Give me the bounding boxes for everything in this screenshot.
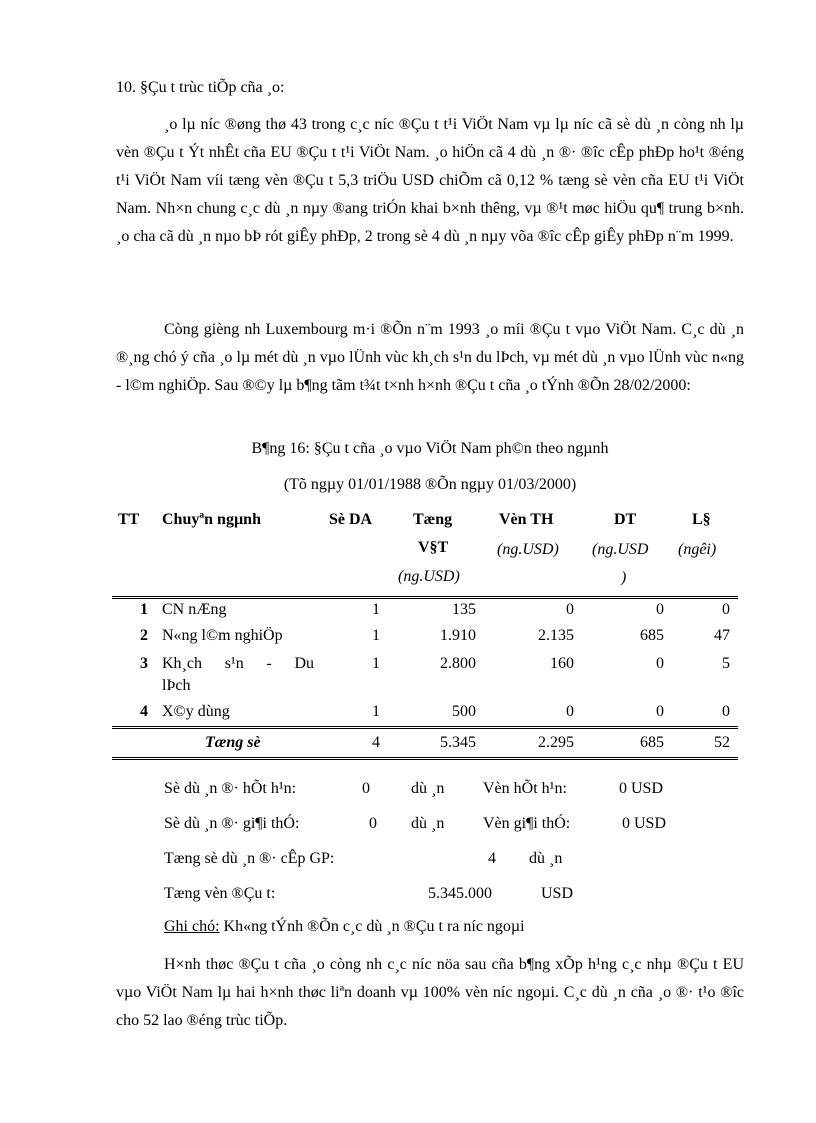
row-tt: 1 bbox=[140, 601, 148, 618]
summary-label-2: Vèn gi¶i thÓ: bbox=[483, 815, 571, 832]
table-caption: B¶ng 16: §Çu t cña ¸o vµo ViÖt Nam ph©n theo ngµnh bbox=[251, 440, 609, 457]
row-capital: 2.135 bbox=[538, 627, 574, 644]
closing-paragraph: H×nh thøc ®Çu t cña ¸o còng nh c¸c níc nöa sau cña b¶ng xÕp h¹ng c¸c nhµ ®Çu t EU vµo ViÖt Nam lµ hai h×nh thøc liªn doanh vµ 100% vèn níc ngoµi. C¸c dù ¸n cña ¸o ®· t¹o ®îc cho 52 lao ®éng trùc tiÕp. bbox=[116, 956, 744, 1029]
note-label: Ghi chó: bbox=[164, 918, 220, 935]
header-total-unit: (ng.USD) bbox=[398, 568, 460, 585]
summary-unit: dù ¸n bbox=[411, 815, 445, 832]
summary-value: 4 bbox=[488, 850, 496, 867]
header-total-line1: Tæng bbox=[413, 511, 453, 528]
paragraph-2: Còng gièng nh Luxembourg m·i ®Õn n¨m 1993 ¸o míi ®Çu t vµo ViÖt Nam. C¸c dù ¸n ®¸ng chó ý cña ¸o lµ mét dù ¸n vµo lÜnh vùc kh¸ch s¹n du lÞch, vµ mét dù ¸n vµo lÜnh vùc n«ng - l©m nghiÖp. Sau ®©y lµ b¶ng tãm t¾t t×nh h×nh ®Çu t cña ¸o tÝnh ®Õn 28/02/2000: bbox=[116, 321, 744, 394]
row-revenue: 0 bbox=[656, 703, 664, 720]
summary-value: 0 bbox=[369, 815, 377, 832]
header-capital: Vèn TH bbox=[499, 511, 554, 528]
header-tt: TT bbox=[118, 511, 140, 528]
row-sector: X©y dùng bbox=[162, 703, 230, 720]
summary-label: Tæng vèn ®Çu t: bbox=[164, 885, 276, 902]
header-revenue: DT bbox=[614, 511, 637, 528]
row-revenue: 0 bbox=[656, 655, 664, 672]
header-labor: L§ bbox=[692, 511, 711, 528]
summary-label: Tæng sè dù ¸n ®· cÊp GP: bbox=[164, 850, 335, 867]
summary-label: Sè dù ¸n ®· hÕt h¹n: bbox=[164, 780, 297, 797]
summary-unit: USD bbox=[541, 885, 574, 902]
row-tt: 2 bbox=[140, 627, 148, 644]
row-projects: 1 bbox=[372, 655, 380, 672]
paragraph-1: ¸o lµ níc ®øng thø 43 trong c¸c níc ®Çu t t¹i ViÖt Nam vµ lµ níc cã sè dù ¸n còng nh lµ vèn ®Çu t Ýt nhÊt cña EU ®Çu t t¹i ViÖt Nam. ¸o hiÖn cã 4 dù ¸n ®· ®îc cÊp phÐp ho¹t ®éng t¹i ViÖt Nam víi tæng vèn ®Çu t 5,3 triÖu USD chiÕm cã 0,12 % tæng sè vèn cña EU t¹i ViÖt Nam. Nh×n chung c¸c dù ¸n nµy ®ang triÓn khai b×nh thêng, vµ ®¹t møc hiÖu qu¶ trung b×nh. ¸o cha cã dù ¸n nµo bÞ rót giÊy phÐp, 2 trong sè 4 dù ¸n nµy võa ®îc cÊp giÊy phÐp n¨m 1999. bbox=[116, 116, 744, 245]
summary-unit: dù ¸n bbox=[529, 850, 563, 867]
row-capital: 0 bbox=[566, 703, 574, 720]
row-revenue: 0 bbox=[656, 601, 664, 618]
note bbox=[164, 918, 525, 936]
header-labor-unit: (ngêi) bbox=[678, 541, 717, 558]
row-sector: Kh¸ch s¹n - Du bbox=[162, 655, 314, 672]
row-capital: 0 bbox=[566, 601, 574, 618]
row-total: 2.800 bbox=[440, 655, 476, 672]
summary-unit: dù ¸n bbox=[411, 780, 445, 797]
row-revenue: 685 bbox=[640, 627, 664, 644]
table-subcaption: (Tõ ngµy 01/01/1988 ®Õn ngµy 01/03/2000) bbox=[283, 476, 577, 493]
header-sector: Chuyªn ngµnh bbox=[162, 511, 261, 528]
summary-value: 5.345.000 bbox=[428, 885, 492, 902]
row-total: 135 bbox=[452, 601, 476, 618]
header-revenue-unit-line1: (ng.USD bbox=[592, 541, 649, 558]
note-text: Kh«ng tÝnh ®Õn c¸c dù ¸n ®Çu t ra níc ngoµi bbox=[219, 918, 525, 935]
summary-value-2: 0 USD bbox=[622, 815, 667, 832]
header-capital-unit: (ng.USD) bbox=[497, 541, 559, 558]
total-investment: 5.345 bbox=[440, 734, 476, 751]
total-label: Tæng sè bbox=[205, 734, 261, 751]
summary-label: Sè dù ¸n ®· gi¶i thÓ: bbox=[164, 815, 300, 832]
total-capital: 2.295 bbox=[538, 734, 574, 751]
row-projects: 1 bbox=[372, 703, 380, 720]
row-sector: CN nÆng bbox=[162, 601, 227, 618]
row-sector: N«ng l©m nghiÖp bbox=[162, 627, 283, 644]
summary-label-2: Vèn hÕt h¹n: bbox=[483, 780, 567, 797]
row-sector-continued: lÞch bbox=[162, 677, 191, 694]
header-total-line2: V§T bbox=[418, 539, 449, 556]
row-tt: 4 bbox=[140, 703, 148, 720]
row-projects: 1 bbox=[372, 627, 380, 644]
total-divider bbox=[112, 726, 738, 732]
row-tt: 3 bbox=[140, 655, 148, 672]
summary-value: 0 bbox=[362, 780, 370, 797]
row-total: 500 bbox=[452, 703, 476, 720]
table-bottom-rule bbox=[112, 757, 738, 763]
row-labor: 47 bbox=[714, 627, 730, 644]
row-labor: 5 bbox=[722, 655, 730, 672]
total-labor: 52 bbox=[714, 734, 730, 751]
row-labor: 0 bbox=[722, 703, 730, 720]
summary-value-2: 0 USD bbox=[619, 780, 664, 797]
section-heading: 10. §Çu t trùc tiÕp cña ¸o: bbox=[116, 79, 285, 96]
header-projects: Sè DA bbox=[329, 511, 373, 528]
row-capital: 160 bbox=[550, 655, 574, 672]
total-projects: 4 bbox=[372, 734, 380, 751]
total-revenue: 685 bbox=[640, 734, 664, 751]
row-total: 1.910 bbox=[440, 627, 476, 644]
row-labor: 0 bbox=[722, 601, 730, 618]
row-projects: 1 bbox=[372, 601, 380, 618]
header-revenue-unit-line2: ) bbox=[621, 569, 627, 586]
